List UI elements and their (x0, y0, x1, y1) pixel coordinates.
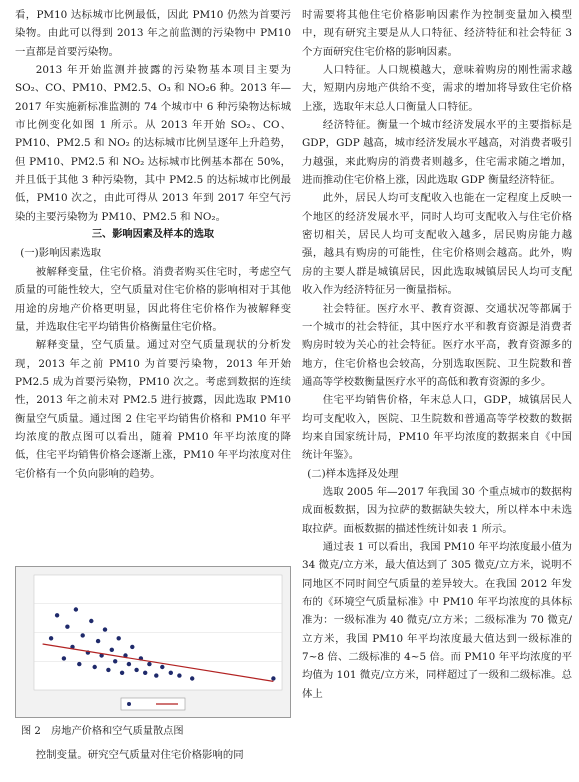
scatter-point (113, 659, 117, 663)
scatter-point (74, 607, 78, 611)
scatter-point (81, 633, 85, 637)
paragraph: 此外，居民人均可支配收入也能在一定程度上反映一个地区的经济发展水平，同时人均可支配收入与住宅价格密切相关，居民人均可支配收入越多，居民购房能力越强，越具有购房的可能性，住宅价格则会越高。此外，购房的主要人群是城镇居民，因此选取城镇居民人均可支配收入作为经济特征另一衡量指标。 (302, 192, 572, 297)
scatter-point (106, 668, 110, 672)
scatter-point (49, 636, 53, 640)
scatter-point (103, 627, 107, 631)
paragraph: 被解释变量，住宅价格。消费者购买住宅时，考虑空气质量的可能性较大，空气质量对住宅价格的影响相对于其他用途的房地产价格更明显，因此将住宅价格作为被解释变量，并选取住宅平均销售价格衡量住宅价格。 (15, 265, 291, 333)
right-column (302, 6, 572, 703)
scatter-point (177, 673, 181, 677)
figure-frame (15, 566, 291, 718)
scatter-point (110, 648, 114, 652)
scatter-point (65, 625, 69, 629)
paragraph: 2013 年开始监测并披露的污染物基本项目主要为 SO₂、CO、PM10、PM2.5、O₃ 和 NO₂6 种。2013 年—2017 年实施新标准监测的 74 个城市中 6 种污染物达标城市比例变化如图 1 所示。从 2013 年开始 SO₂、CO、PM10、PM2.5 和 NO₂ 的达标城市比例呈逐年上升趋势，但 PM10、PM2.5 和 NO₂ 达标城市比例基本都在 50%，并且低于其他 3 种污染物，其中 PM2.5 的达标城市比例最低，PM10 次之，由此可得从 2013 年到 2017 年空气污染的主要污染物为 PM10、PM2.5 和 NO₂。 (15, 64, 291, 223)
figure-caption: 图 2 房地产价格和空气质量散点图 (21, 726, 184, 737)
scatter-point (55, 613, 59, 617)
scatter-point (127, 662, 131, 666)
scatter-point (271, 676, 275, 680)
paragraph: 看，PM10 达标城市比例最低，因此 PM10 仍然为首要污染物。由此可以得到 2013 年之前监测的污染物中 PM10 一直都是首要污染物。 (15, 9, 291, 58)
paragraph: 选取 2005 年—2017 年我国 30 个重点城市的数据构成面板数据，因为拉萨的数据缺失较大，所以样本中未选取拉萨。面板数据的描述性统计如表 1 所示。 (302, 485, 572, 535)
scatter-point (120, 671, 124, 675)
subsection-heading: (二)样本选择及处理 (307, 467, 399, 480)
left-column-continued (15, 746, 291, 764)
scatter-point (62, 656, 66, 660)
figure-2 (15, 566, 291, 740)
paragraph: 社会特征。医疗水平、教育资源、交通状况等都属于一个城市的社会特征，其中医疗水平和教育资源是消费者购房时较为关心的社会特征。医疗水平高，教育资源多的地方，住宅价格也会较高，分别选取医院、卫生院数和普通高等学校数衡量医疗水平的高低和教育资源的多少。 (302, 302, 572, 388)
scatter-point (147, 662, 151, 666)
scatter-point (77, 662, 81, 666)
subsection-heading: (一)影响因素选取 (20, 247, 102, 260)
scatter-chart (16, 567, 290, 717)
paragraph: 人口特征。人口规模越大，意味着购房的刚性需求越大，短期内房地产供给不变，需求的增加将导致住宅价格上涨，选取年末总人口衡量人口特征。 (302, 64, 572, 113)
scatter-point (89, 619, 93, 623)
scatter-point (190, 676, 194, 680)
paragraph: 控制变量。研究空气质量对住宅价格影响的同 (35, 749, 244, 761)
scatter-point (160, 665, 164, 669)
paragraph: 时需要将其他住宅价格影响因素作为控制变量加入模型中，现有研究主要是从人口特征、经济特征和社会特征 3 个方面研究住宅价格的影响因素。 (302, 9, 572, 58)
paragraph: 解释变量，空气质量。通过对空气质量现状的分析发现，2013 年之前 PM10 为首要污染物，2013 年开始 PM2.5 成为首要污染物，PM10 次之。考虑到数据的连续性，2013 年之前未对 PM2.5 进行披露，因此选取 PM10 衡量空气质量。通过图 2 住宅平均销售价格和 PM10 年平均浓度的散点图可以看出，随着 PM10 年平均浓度的降低，住宅平均销售价格会逐渐上涨，PM10 年平均浓度对住宅价格有一个负向影响的趋势。 (15, 339, 291, 480)
paragraph: 通过表 1 可以看出，我国 PM10 年平均浓度最小值为 34 微克/立方米，最大值达到了 305 微克/立方米，说明不同地区不同时间空气质量的差异较大。在我国 2012 年发布的《环境空气质量标准》中 PM10 年平均浓度的具体标准为：一级标准为 40 微克/立方米；二级标准为 70 微克/立方米，我国 PM10 年平均浓度最大值达到一级标准的 7~8 倍、二级标准的 4~5 倍。而 PM10 年平均浓度的平均值为 101 微克/立方米，同样超过了一级和二级标准。总体上 (302, 540, 572, 700)
left-column (15, 6, 291, 483)
scatter-point (169, 671, 173, 675)
paragraph: 住宅平均销售价格，年末总人口，GDP，城镇居民人均可支配收入，医院、卫生院数和普通高等学校数的数据均来自国家统计局，PM10 年平均浓度的数据来自《中国统计年鉴》。 (302, 394, 572, 462)
scatter-point (143, 671, 147, 675)
section-heading: 三、影响因素及样本的选取 (91, 229, 215, 241)
scatter-point (93, 665, 97, 669)
scatter-point (96, 639, 100, 643)
scatter-point (130, 645, 134, 649)
scatter-point (134, 668, 138, 672)
legend-marker (127, 702, 131, 706)
scatter-point (117, 636, 121, 640)
paragraph: 经济特征。衡量一个城市经济发展水平的主要指标是 GDP，GDP 越高，城市经济发展水平越高，对消费者吸引力越强，来此购房的消费者则越多，住宅需求随之增加，进而推动住宅价格上涨，因此选取 GDP 衡量经济特征。 (302, 119, 572, 187)
scatter-point (154, 673, 158, 677)
